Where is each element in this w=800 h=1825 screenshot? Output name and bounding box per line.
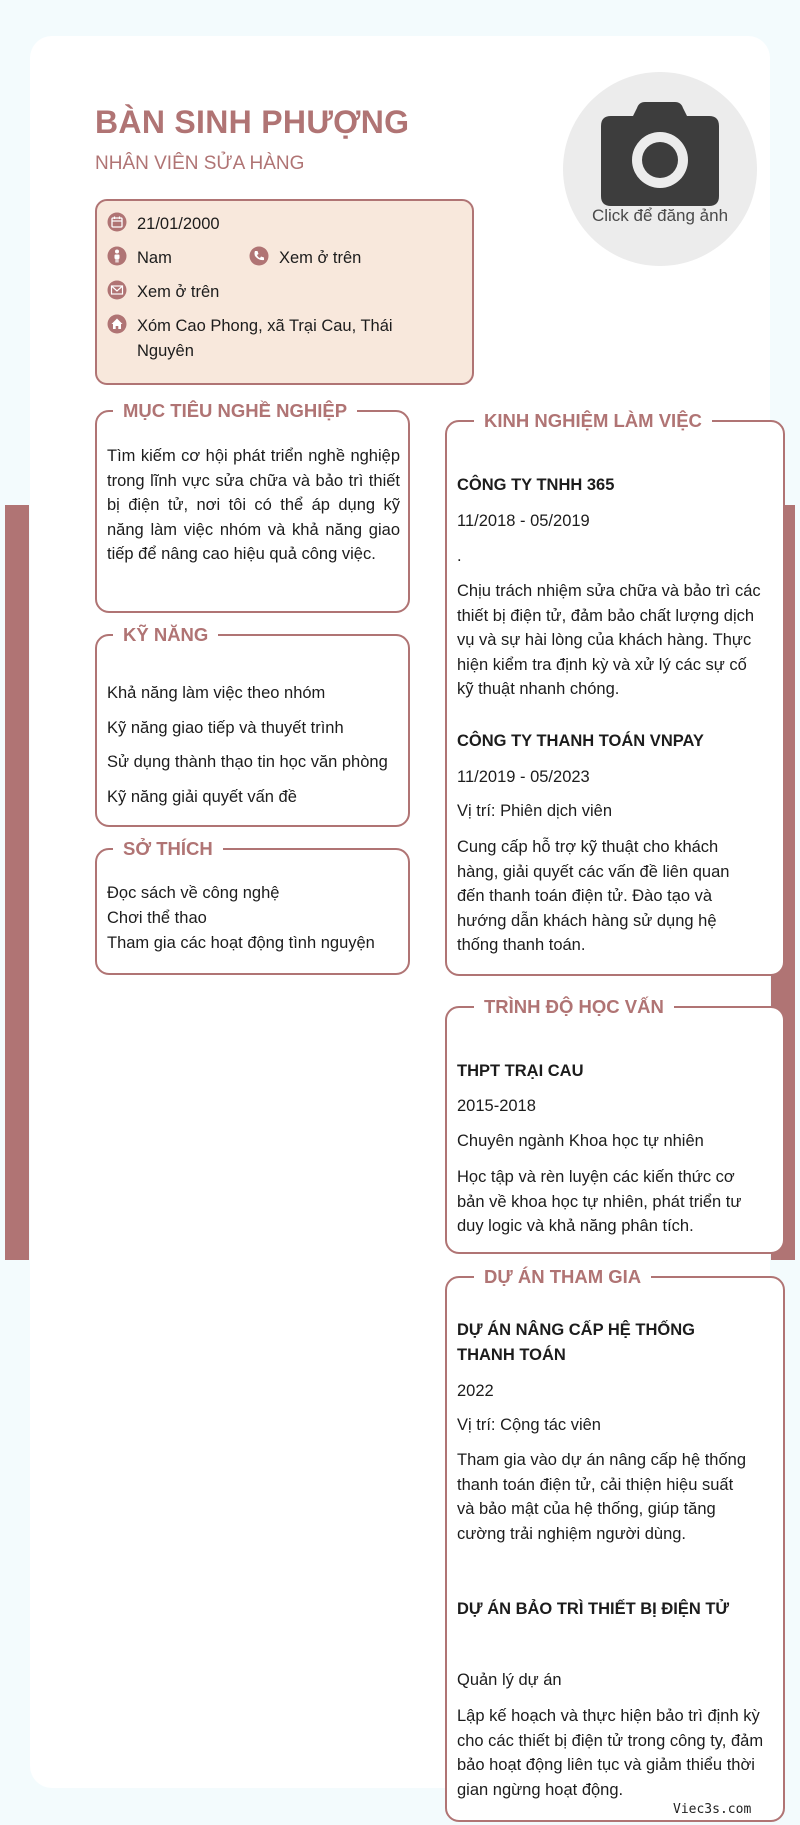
contact-birthday bbox=[107, 212, 220, 237]
education-major: Chuyên ngành Khoa học tự nhiên bbox=[457, 1132, 704, 1150]
project-name: DỰ ÁN BẢO TRÌ THIẾT BỊ ĐIỆN TỬ bbox=[457, 1600, 730, 1618]
project-description: Lập kế hoạch và thực hiện bảo trì định kỳ cho các thiết bị điện tử trong công ty, đảm bảo hoạt động liên tục và giảm thiểu thời gian ngừng hoạt động. bbox=[457, 1707, 764, 1799]
birthday-value: 21/01/2000 bbox=[137, 215, 220, 233]
address-value: Xóm Cao Phong, xã Trại Cau, Thái Nguyên bbox=[137, 317, 393, 360]
contact-phone bbox=[249, 246, 361, 271]
education-section bbox=[445, 996, 785, 1254]
education-period: 2015-2018 bbox=[457, 1097, 536, 1115]
experience-section bbox=[445, 410, 785, 976]
objective-section bbox=[95, 400, 410, 613]
home-icon bbox=[107, 314, 127, 334]
job-position: Vị trí: Phiên dịch viên bbox=[457, 802, 612, 820]
objective-title: MỤC TIÊU NGHỀ NGHIỆP bbox=[113, 399, 357, 423]
cv-sheet bbox=[30, 36, 770, 1799]
job-position: . bbox=[457, 547, 462, 565]
contact-address bbox=[107, 314, 427, 364]
project-role: Quản lý dự án bbox=[457, 1671, 562, 1689]
hobbies-title: SỞ THÍCH bbox=[113, 837, 223, 861]
gender-icon bbox=[107, 246, 127, 266]
gender-value: Nam bbox=[137, 249, 172, 267]
job-description: Cung cấp hỗ trợ kỹ thuật cho khách hàng, giải quyết các vấn đề liên quan đến thanh toán điện tử. Đào tạo và hướng dẫn khách hàng sử dụng hệ thống thanh toán. bbox=[457, 838, 730, 954]
job-description: Chịu trách nhiệm sửa chữa và bảo trì các thiết bị điện tử, đảm bảo chất lượng dịch vụ và sự hài lòng của khách hàng. Thực hiện kiểm tra định kỳ và xử lý các sự cố kỹ thuật nhanh chóng. bbox=[457, 582, 761, 698]
skill-item: Kỹ năng giải quyết vấn đề bbox=[107, 788, 297, 806]
hobby-item: Chơi thể thao bbox=[107, 909, 207, 927]
watermark: Viec3s.com bbox=[673, 1802, 752, 1817]
contact-gender bbox=[107, 246, 172, 271]
project-name: DỰ ÁN NÂNG CẤP HỆ THỐNG THANH TOÁN bbox=[457, 1321, 695, 1364]
candidate-name: BÀN SINH PHƯỢNG bbox=[95, 104, 410, 140]
education-school: THPT TRẠI CAU bbox=[457, 1062, 584, 1080]
left-accent-bar bbox=[5, 505, 29, 1260]
skill-item: Sử dụng thành thạo tin học văn phòng bbox=[107, 753, 388, 771]
skill-item: Kỹ năng giao tiếp và thuyết trình bbox=[107, 719, 344, 737]
job-period: 11/2019 - 05/2023 bbox=[457, 768, 590, 786]
hobby-item: Đọc sách về công nghệ bbox=[107, 884, 280, 902]
skill-item: Khả năng làm việc theo nhóm bbox=[107, 684, 326, 702]
projects-title: DỰ ÁN THAM GIA bbox=[474, 1265, 651, 1289]
phone-value: Xem ở trên bbox=[279, 249, 362, 267]
project-description: Tham gia vào dự án nâng cấp hệ thống thanh toán điện tử, cải thiện hiệu suất và bảo mật của hệ thống, giúp tăng cường trải nghiệm người dùng. bbox=[457, 1451, 746, 1543]
project-role: Vị trí: Cộng tác viên bbox=[457, 1416, 601, 1434]
phone-icon bbox=[249, 246, 269, 266]
photo-upload[interactable] bbox=[563, 72, 757, 266]
project-period: 2022 bbox=[457, 1382, 494, 1400]
education-description: Học tập và rèn luyện các kiến thức cơ bản về khoa học tự nhiên, phát triển tư duy logic và khả năng phân tích. bbox=[457, 1168, 742, 1235]
photo-label: Click để đăng ảnh bbox=[591, 206, 729, 225]
contact-email bbox=[107, 280, 219, 305]
camera-icon bbox=[601, 102, 719, 206]
job-company: CÔNG TY THANH TOÁN VNPAY bbox=[457, 732, 704, 750]
contact-box bbox=[95, 199, 474, 385]
education-title: TRÌNH ĐỘ HỌC VẤN bbox=[474, 995, 674, 1019]
objective-text: Tìm kiếm cơ hội phát triển nghề nghiệp trong lĩnh vực sửa chữa và bảo trì thiết bị điện tử, nơi tôi có thể áp dụng kỹ năng làm việc nhóm và khả năng giao tiếp để nâng cao hiệu quả công việc. bbox=[107, 447, 400, 563]
experience-title: KINH NGHIỆM LÀM VIỆC bbox=[474, 409, 712, 433]
hobby-item: Tham gia các hoạt động tình nguyện bbox=[107, 934, 375, 952]
skills-title: KỸ NĂNG bbox=[113, 623, 218, 647]
skills-section bbox=[95, 624, 410, 827]
projects-section bbox=[445, 1266, 785, 1822]
job-company: CÔNG TY TNHH 365 bbox=[457, 476, 615, 494]
job-period: 11/2018 - 05/2019 bbox=[457, 512, 590, 530]
email-value: Xem ở trên bbox=[137, 283, 220, 301]
hobbies-section bbox=[95, 838, 410, 975]
email-icon bbox=[107, 280, 127, 300]
candidate-role: NHÂN VIÊN SỬA HÀNG bbox=[95, 153, 305, 174]
calendar-icon bbox=[107, 212, 127, 232]
